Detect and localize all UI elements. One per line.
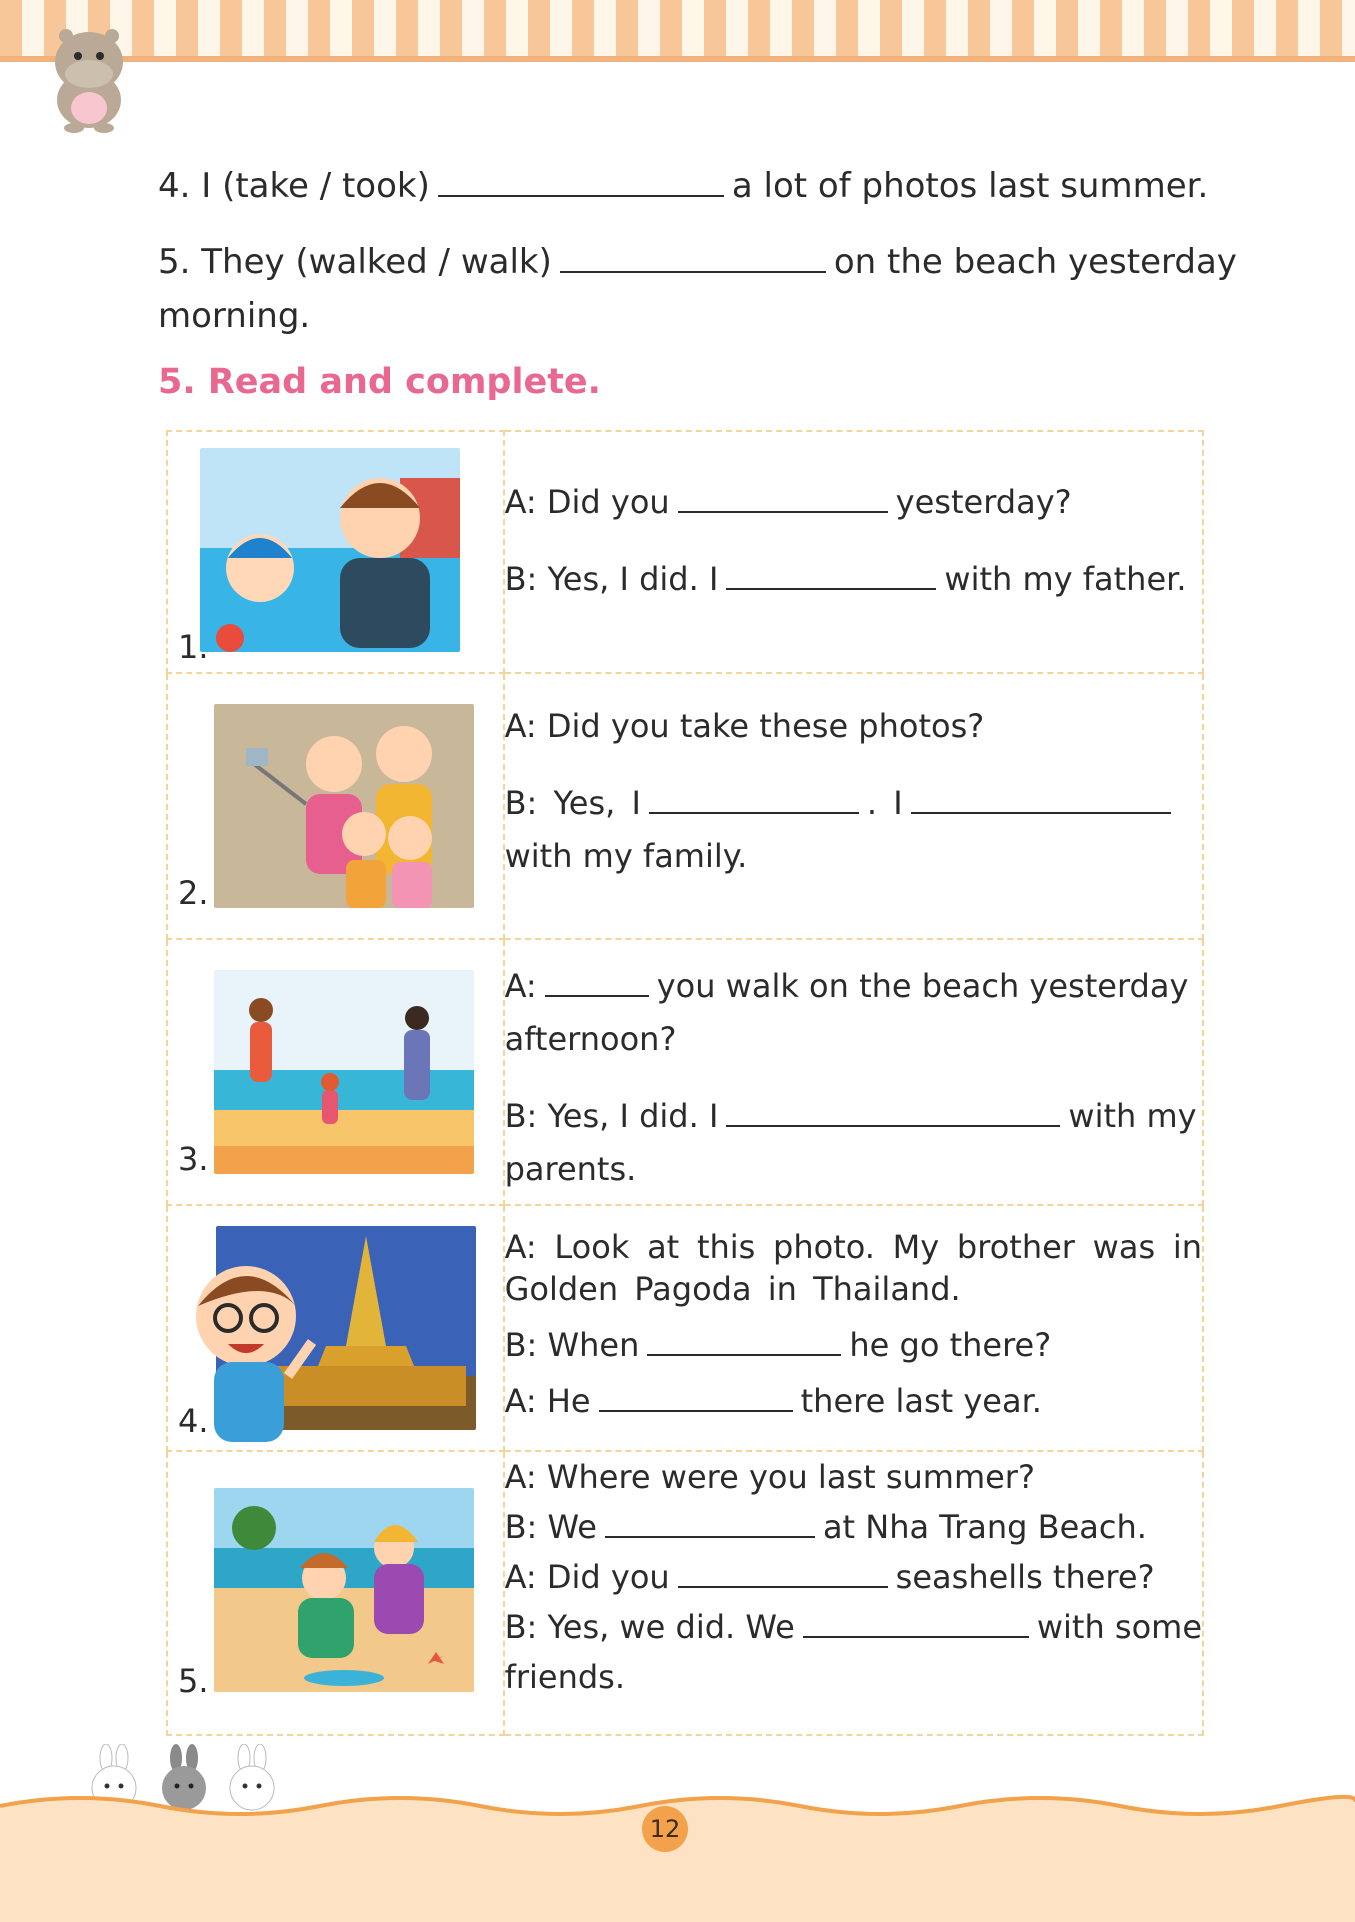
answer-blank[interactable]	[803, 1632, 1029, 1638]
answer-blank[interactable]	[560, 267, 826, 273]
table-row	[167, 431, 1203, 673]
answer-blank[interactable]	[545, 991, 649, 997]
table-row	[167, 1205, 1203, 1451]
exercise4-item-5: 5. They (walked / walk) on the beach yesterday	[158, 242, 1237, 282]
exercise4-item-5-continued: morning.	[158, 296, 311, 336]
answer-blank[interactable]	[678, 507, 888, 513]
top-stripe-border	[0, 0, 1355, 62]
dialogue-cell: A: Did you take these photos? B: Yes, I . I with my family.	[504, 673, 1203, 939]
dialogue-cell: A: Look at this photo. My brother was in Golden Pagoda in Thailand. B: When he go there? A: He there last year.	[504, 1205, 1203, 1451]
answer-blank[interactable]	[599, 1406, 793, 1412]
seashells-picture	[214, 1488, 474, 1692]
swimming-picture	[200, 448, 460, 652]
answer-blank[interactable]	[649, 808, 859, 814]
answer-blank[interactable]	[726, 1121, 1060, 1127]
table-row	[167, 939, 1203, 1205]
dialogue-cell: A: Where were you last summer? B: We at Nha Trang Beach. A: Did you seashells there? B: Yes, we did. We with some friends.	[504, 1451, 1203, 1735]
answer-blank[interactable]	[726, 584, 936, 590]
exercise4-item-4: 4. I (take / took) a lot of photos last summer.	[158, 166, 1209, 206]
answer-blank[interactable]	[605, 1532, 815, 1538]
picture-cell: 4.	[167, 1205, 504, 1451]
hippo-mascot-icon	[44, 22, 134, 134]
page-number: 12	[642, 1806, 688, 1852]
picture-cell: 5.	[167, 1451, 504, 1735]
table-row	[167, 1451, 1203, 1735]
answer-blank[interactable]	[647, 1350, 841, 1356]
dialogue-cell: A: you walk on the beach yesterday afternoon? B: Yes, I did. I with my parents.	[504, 939, 1203, 1205]
table-row	[167, 673, 1203, 939]
answer-blank[interactable]	[438, 191, 724, 197]
picture-cell: 2.	[167, 673, 504, 939]
picture-cell: 1.	[167, 431, 504, 673]
answer-blank[interactable]	[911, 808, 1171, 814]
answer-blank[interactable]	[678, 1582, 888, 1588]
family-selfie-picture	[214, 704, 474, 908]
footer-wave	[0, 1780, 1355, 1922]
dialogue-cell: A: Did you yesterday? B: Yes, I did. I with my father.	[504, 431, 1203, 673]
beach-walk-picture	[214, 970, 474, 1174]
read-and-complete-table	[166, 430, 1204, 1736]
picture-cell: 3.	[167, 939, 504, 1205]
section-title: 5. Read and complete.	[158, 362, 601, 402]
